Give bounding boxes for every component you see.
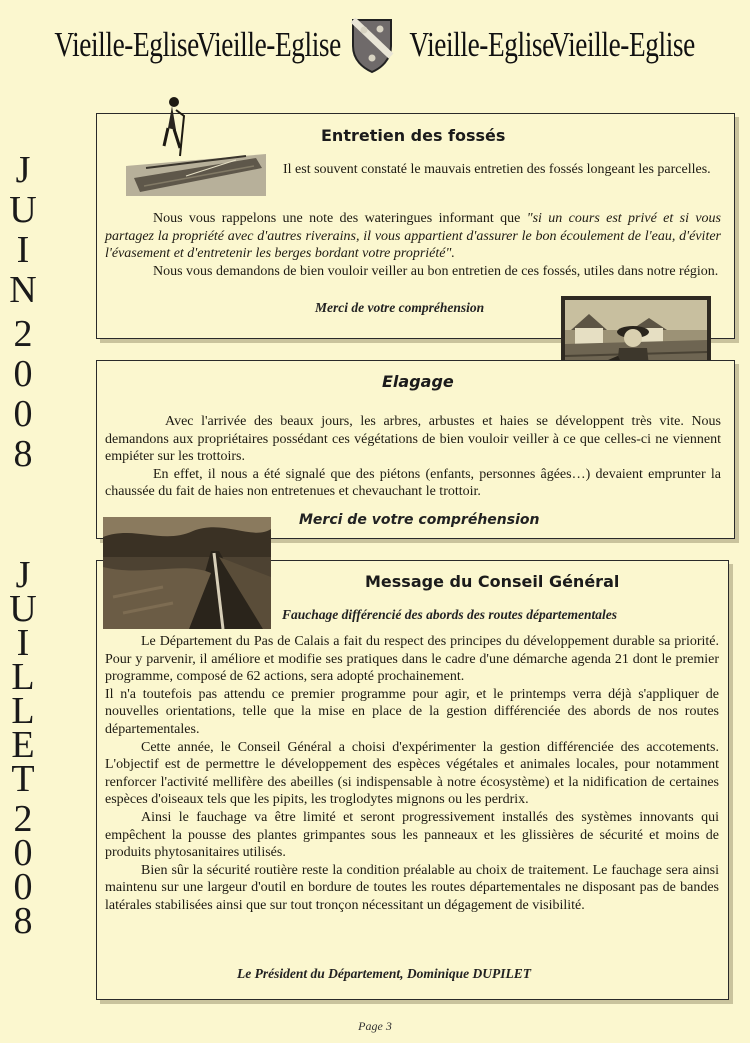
side-letter: 2 (13, 313, 33, 355)
side-letter: I (16, 622, 30, 664)
paragraph-lead: Nous vous rappelons une note des wateringues informant que (153, 211, 527, 226)
side-letter: E (11, 724, 35, 766)
paragraph-text: Bien sûr la sécurité routière reste la condition préalable au choix de traitement. Le fauchage sera ainsi maintenu sur une largeur d'outil en bordure de toutes les routes départementales ne disposant pas de bandes latérales stabilisées ainsi que sur tout tronçon nécessitant un dégagement de visibilité. (105, 862, 719, 913)
side-letter: 8 (13, 433, 33, 475)
paragraph-text: Il est souvent constaté le mauvais entretien des fossés longeant les parcelles. (283, 162, 711, 177)
roadside-photo (103, 517, 271, 629)
side-letter: U (9, 588, 37, 630)
paragraph-text: Cette année, le Conseil Général a choisi d'expérimenter la gestion différenciée des accotements. L'objectif est de permettre le développement des espèces végétales et animales locales, pour notamment renforcer l'activité mellifère des abeilles (si indispensable à notre écosystème) et la nidification de certaines espèces d'oiseaux tels que les pipits, les troglodytes mignons ou les perdrix. (105, 739, 719, 808)
signature: Le Président du Département, Dominique DUPILET (237, 966, 531, 981)
section-elagage (96, 360, 735, 539)
side-letter: 2 (13, 798, 33, 840)
paragraph-text: En effet, il nous a été signalé que des piétons (enfants, personnes âgées…) devaient emprunter la chaussée du fait de haies non entretenues et chevauchant le trottoir. (105, 466, 721, 500)
paragraph-text: Il n'a toutefois pas attendu ce premier programme pour agir, et le printemps verra déjà s'appliquer de nouvelles orientations, telle que la mise en place de la gestion différenciée des abords de nos routes départementales. (105, 686, 719, 737)
paragraph-text: Ainsi le fauchage va être limité et seront progressivement installés des systèmes innovants qui empêchent la pousse des plantes grimpantes sous les panneaux et les glissières de sécurité et moins de produits phytosanitaires utilisés. (105, 809, 719, 861)
section-subtitle: Fauchage différencié des abords des routes départementales (282, 607, 617, 622)
paragraph (105, 210, 721, 280)
side-label-june (0, 150, 46, 474)
side-letter: U (9, 189, 37, 231)
paragraph-text (105, 210, 721, 263)
side-letter: L (11, 690, 35, 732)
side-letter: T (11, 758, 35, 800)
header-word: Vieille-Eglise (550, 25, 696, 64)
side-letter: I (16, 229, 30, 271)
page-number: Page 3 (358, 1019, 392, 1033)
side-letter: 0 (13, 832, 33, 874)
side-letter: L (11, 656, 35, 698)
header-word: Vieille-Eglise (409, 25, 554, 64)
thanks-note: Merci de votre compréhension (315, 300, 485, 315)
coat-of-arms-icon (349, 16, 395, 74)
ditch-worker-illustration (126, 96, 266, 196)
side-letter: J (15, 149, 31, 191)
paragraph-text: Nous vous demandons de bien vouloir veiller au bon entretien de ces fossés, utiles dans notre région. (153, 263, 719, 279)
side-letter: 0 (13, 393, 33, 435)
side-letter: 8 (13, 900, 33, 942)
side-label-july (0, 554, 46, 942)
section-title: Elagage (382, 372, 454, 391)
paragraph-text: Le Département du Pas de Calais a fait du respect des principes du développement durable sa priorité. Pour y parvenir, il améliore et modifie ses pratiques dans le cadre d'une démarche agenda 21 dont le premier programme, composé de 62 actions, sera adopté prochainement. (105, 634, 719, 685)
section-title: Entretien des fossés (321, 126, 506, 145)
paragraph (105, 633, 719, 915)
paragraph (105, 413, 721, 501)
side-letter: 0 (13, 353, 33, 395)
side-letter: N (9, 269, 37, 311)
paragraph-text: Avec l'arrivée des beaux jours, les arbres, arbustes et haies se développent très vite. Nous demandons aux propriétaires possédant ces végétations de bien vouloir veiller à ce que celles-ci ne viennent empiéter sur les trottoirs. (105, 414, 721, 465)
section-title: Message du Conseil Général (365, 572, 620, 591)
side-letter: 0 (13, 866, 33, 908)
page-header (0, 14, 750, 76)
side-letter: J (15, 554, 31, 596)
paragraph (281, 161, 717, 179)
header-word: Vieille-Eglise (196, 25, 341, 64)
header-word: Vieille-Eglise (54, 25, 200, 64)
thanks-note: Merci de votre compréhension (299, 512, 540, 528)
quoted-text: "si un cours est privé et si vous partagez la propriété avec d'autres riverains, il vous appartient d'assurer le bon écoulement de l'eau, d'éviter l'évasement et d'entretenir les berges bordant votre propriété". (105, 211, 722, 262)
